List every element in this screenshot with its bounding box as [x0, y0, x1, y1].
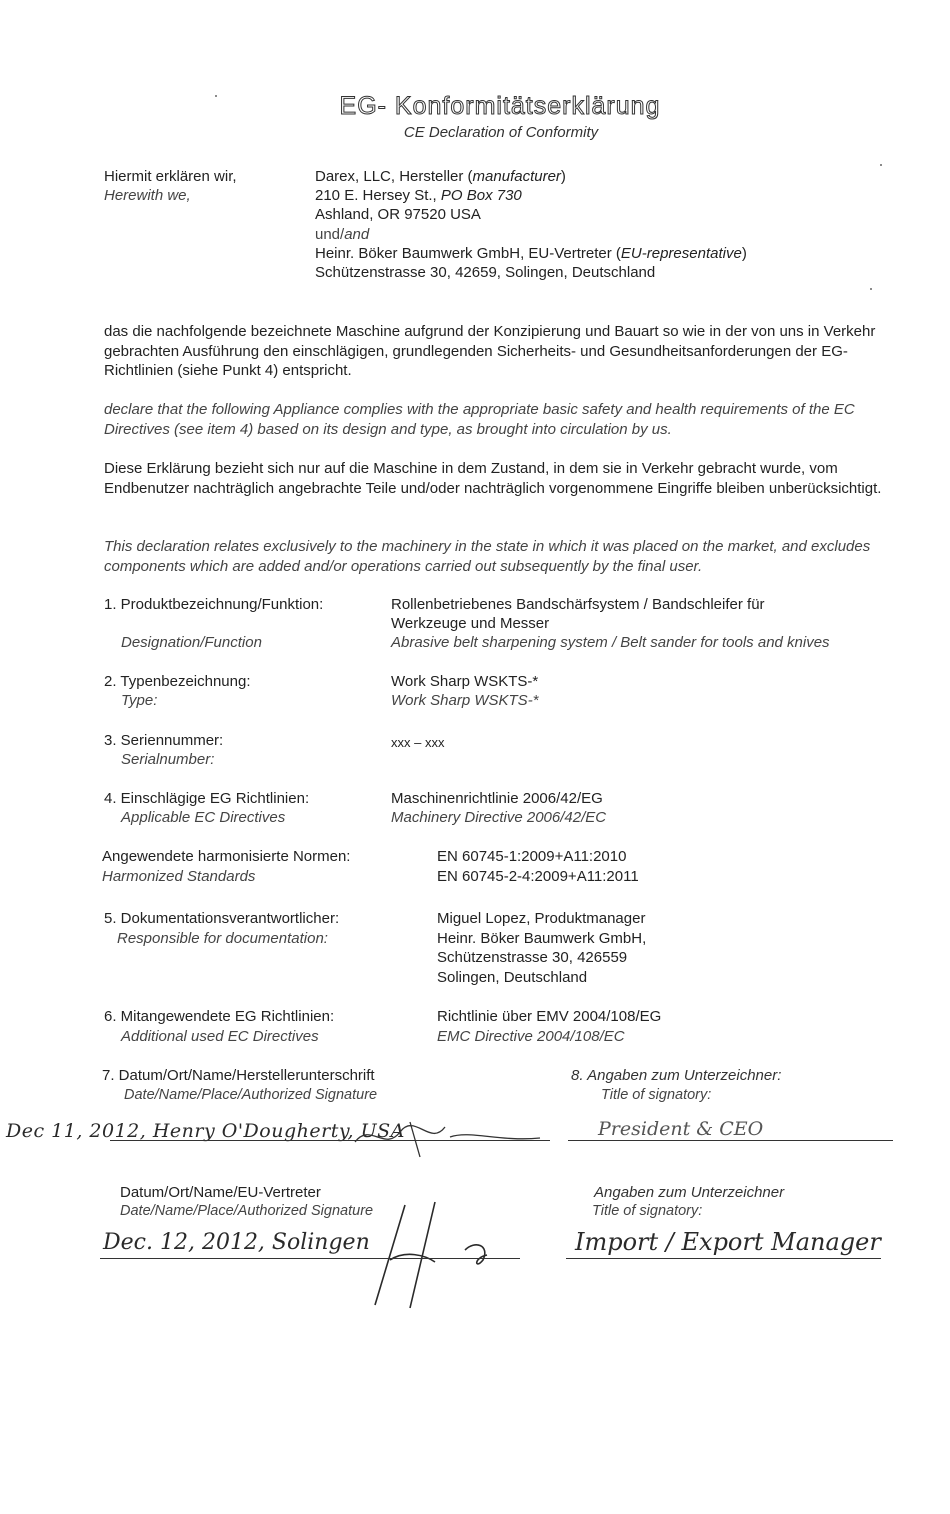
item5-value-1: Miguel Lopez, Produktmanager	[437, 910, 646, 927]
document-title: EG- Konformitätserklärung	[339, 92, 661, 120]
item1-label-en: Designation/Function	[121, 634, 262, 651]
manufacturer-close: )	[560, 168, 566, 185]
scan-speck	[870, 288, 872, 290]
manufacturer-signature-line	[110, 1140, 550, 1141]
declaration-paragraph-de: das die nachfolgende bezeichnete Maschine aufgrund der Konzipierung und Bauart so wie in der von uns in Verkehr gebrachten Ausführung den einschlägigen, grundlegenden Sicherheits- und Gesundheitsanforderungen der EG- Richtlinien (siehe Punkt 4) entspricht.	[104, 323, 876, 379]
representative-role: EU-representative	[620, 245, 742, 262]
eu-title-handwritten: Import / Export Manager	[575, 1228, 881, 1256]
representative-address: Schützenstrasse 30, 42659, Solingen, Deutschland	[315, 264, 656, 281]
item1-value-en: Abrasive belt sharpening system / Belt sander for tools and knives	[391, 634, 830, 651]
item1-value-de-2: Werkzeuge und Messer	[391, 615, 550, 632]
eu-label-de: Datum/Ort/Name/EU-Vertreter	[120, 1184, 321, 1201]
item8-label-en: Title of signatory:	[601, 1087, 712, 1103]
item1-label-de: 1. Produktbezeichnung/Funktion:	[104, 596, 324, 613]
norm-2: EN 60745-2-4:2009+A11:2011	[437, 868, 639, 885]
und-and	[315, 226, 369, 243]
item6-value-de: Richtlinie über EMV 2004/108/EG	[437, 1008, 662, 1025]
item4-label-de: 4. Einschlägige EG Richtlinien:	[104, 790, 310, 807]
representative-line	[315, 245, 747, 262]
item1-value-de-1: Rollenbetriebenes Bandschärfsystem / Bandschleifer für	[391, 596, 765, 613]
eu-handwritten-signature: Dec. 12, 2012, Solingen	[103, 1230, 370, 1255]
item4-value-en: Machinery Directive 2006/42/EC	[391, 809, 607, 826]
and-text: and	[344, 226, 370, 243]
norms-label-de: Angewendete harmonisierte Normen:	[102, 848, 351, 865]
intro-label-en: Herewith we,	[104, 187, 191, 204]
scope-paragraph-de: Diese Erklärung bezieht sich nur auf die Maschine in dem Zustand, in dem sie in Verkehr gebracht wurde, vom Endbenutzer nachträglich angebrachte Teile und/oder nachträglich vorgenommene Eingriffe bleiben unberücksichtigt.	[104, 460, 882, 497]
item7-label-en: Date/Name/Place/Authorized Signature	[124, 1087, 378, 1103]
item2-label-de: 2. Typenbezeichnung:	[104, 673, 251, 690]
eu-title-line	[566, 1258, 881, 1259]
eu-title-label-en: Title of signatory:	[592, 1203, 703, 1219]
scope-paragraph-en: This declaration relates exclusively to the machinery in the state in which it was placed on the market, and excludes components which are added and/or operations carried out subsequently by the final user.	[104, 538, 871, 575]
item2-value-de: Work Sharp WSKTS-*	[391, 673, 539, 690]
street: 210 E. Hersey St.,	[315, 187, 441, 204]
item2-value-en: Work Sharp WSKTS-*	[391, 692, 539, 709]
item3-label-de: 3. Seriennummer:	[104, 732, 224, 749]
norms-label-en: Harmonized Standards	[102, 868, 256, 885]
item4-value-de: Maschinenrichtlinie 2006/42/EG	[391, 790, 603, 807]
item5-value-2: Heinr. Böker Baumwerk GmbH,	[437, 930, 647, 947]
manufacturer-title-handwritten: President & CEO	[598, 1118, 764, 1140]
item5-label-en: Responsible for documentation:	[117, 930, 328, 947]
manufacturer-line	[315, 168, 566, 185]
intro-label-de: Hiermit erklären wir,	[104, 168, 237, 185]
manufacturer-handwritten-signature: Dec 11, 2012, Henry O'Dougherty, USA	[6, 1120, 405, 1142]
representative-name: Heinr. Böker Baumwerk GmbH, EU-Vertreter (	[315, 245, 621, 262]
item3-label-en: Serialnumber:	[121, 751, 215, 768]
item7-label-de: 7. Datum/Ort/Name/Herstellerunterschrift	[102, 1067, 375, 1084]
item5-value-3: Schützenstrasse 30, 426559	[437, 949, 628, 966]
item5-label-de: 5. Dokumentationsverantwortlicher:	[104, 910, 340, 927]
item5-value-4: Solingen, Deutschland	[437, 969, 588, 986]
item2-label-en: Type:	[121, 692, 158, 709]
eu-title-label-de: Angaben zum Unterzeichner	[594, 1184, 785, 1201]
po-box: PO Box 730	[440, 187, 522, 204]
document-subtitle: CE Declaration of Conformity	[403, 124, 599, 141]
und-text: und/	[315, 226, 345, 243]
representative-close: )	[741, 245, 747, 262]
signature-scribble	[350, 1112, 550, 1162]
declaration-paragraph-en: declare that the following Appliance complies with the appropriate basic safety and health requirements of the EC Directives (see item 4) based on its design and type, as brought into circulation by us.	[104, 401, 855, 438]
eu-signature-scribble	[365, 1200, 505, 1310]
manufacturer-role: manufacturer	[472, 168, 561, 185]
manufacturer-title-line	[568, 1140, 893, 1141]
item6-label-de: 6. Mitangewendete EG Richtlinien:	[104, 1008, 335, 1025]
eu-signature-line	[100, 1258, 520, 1259]
norm-1: EN 60745-1:2009+A11:2010	[437, 848, 627, 865]
scan-speck	[880, 164, 882, 166]
manufacturer-address	[315, 187, 522, 204]
manufacturer-city: Ashland, OR 97520 USA	[315, 206, 481, 223]
item3-value: xxx – xxx	[391, 735, 445, 750]
eu-label-en: Date/Name/Place/Authorized Signature	[120, 1203, 374, 1219]
item6-label-en: Additional used EC Directives	[121, 1028, 319, 1045]
item6-value-en: EMC Directive 2004/108/EC	[437, 1028, 625, 1045]
manufacturer-name: Darex, LLC, Hersteller (	[315, 168, 473, 185]
item4-label-en: Applicable EC Directives	[121, 809, 286, 826]
item8-label-de: 8. Angaben zum Unterzeichner:	[571, 1067, 782, 1084]
